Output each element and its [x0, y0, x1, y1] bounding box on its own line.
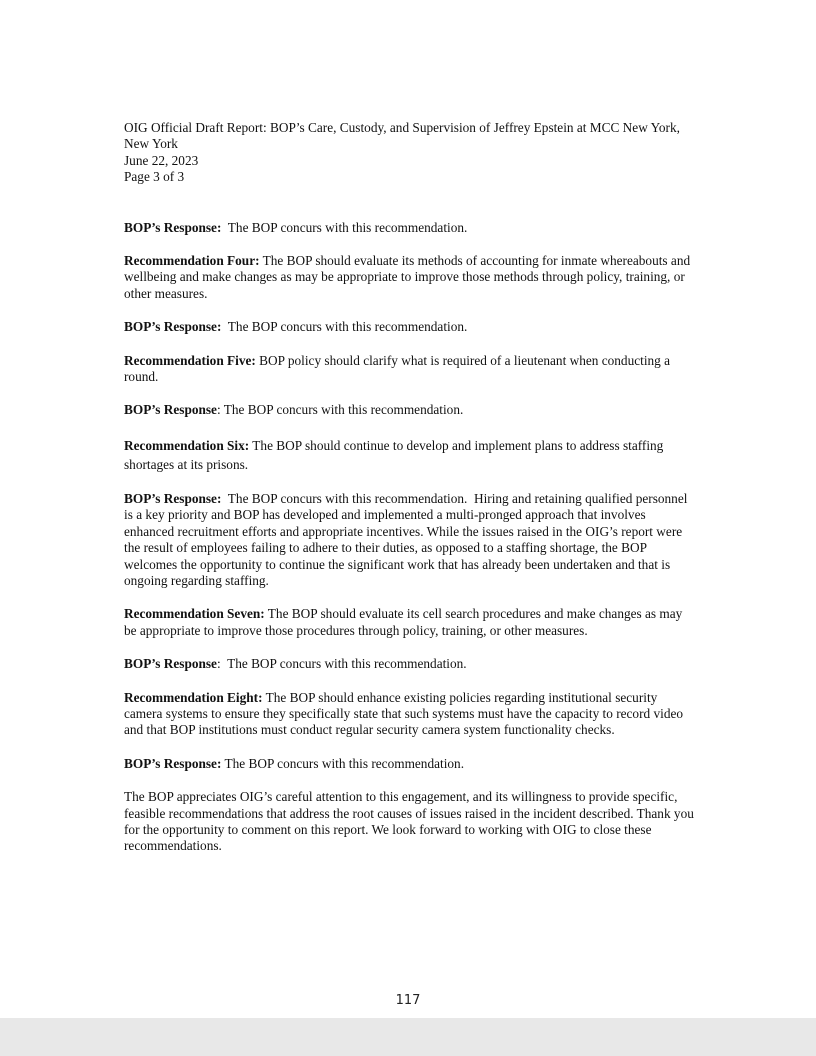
document-content — [124, 120, 696, 872]
header-title-line2: New York — [124, 136, 178, 152]
paragraph-text: : The BOP concurs with this recommendation. — [216, 656, 467, 672]
paragraph-text: The BOP concurs with this recommendation. — [221, 755, 465, 771]
paragraph-text: : The BOP concurs with this recommendation. — [216, 402, 464, 418]
page-number: 117 — [395, 993, 421, 1008]
paragraph-recommendation-four — [124, 253, 696, 302]
paragraph-label: Recommendation Seven: — [124, 606, 265, 622]
paragraph-response-eight — [124, 756, 696, 772]
paragraph-response-seven — [124, 656, 696, 672]
paragraph-text: The BOP should evaluate its cell search procedures and make changes as may be appropriate to improve those procedures through policy, training, or other measures. — [124, 606, 686, 638]
header-title-line1: OIG Official Draft Report: BOP’s Care, Custody, and Supervision of Jeffrey Epstein at MCC New York, — [124, 120, 680, 135]
header-date: June 22, 2023 — [124, 152, 199, 168]
paragraph-recommendation-six — [124, 436, 696, 474]
paragraph-response-five — [124, 402, 696, 418]
paragraph-text: The BOP should continue to develop and implement plans to address staffing shortages at its prisons. — [124, 437, 667, 472]
paragraph-label: Recommendation Four: — [124, 253, 260, 269]
paragraph-response-six — [124, 491, 696, 589]
paragraph-text: The BOP concurs with this recommendation. — [221, 219, 468, 235]
paragraph-label: Recommendation Five: — [124, 352, 256, 368]
paragraph-text: The BOP appreciates OIG’s careful attention to this engagement, and its willingness to provide specific, feasible recommendations that address the root causes of issues raised in the incident described. Thank you for the opportunity to comment on this report. We look forward to working with OIG to close these recommendations. — [124, 789, 698, 854]
paragraph-label: BOP’s Response: — [124, 219, 222, 235]
paragraph-text: The BOP concurs with this recommendation. — [221, 319, 468, 335]
paragraph-recommendation-seven — [124, 606, 696, 639]
paragraph-recommendation-eight — [124, 690, 696, 739]
paragraph-response-three — [124, 220, 696, 236]
paragraph-text: The BOP concurs with this recommendation. Hiring and retaining qualified personnel is a key priority and BOP has developed and implemented a multi-pronged approach that involves enhanced recruitment efforts and appropriate incentives. While the issues raised in the OIG’s report were the result of employees failing to adhere to their duties, as opposed to a staffing shortage, the BOP welcomes the opportunity to continue the significant work that has already been undertaken and that is ongoing regarding staffing. — [124, 490, 691, 588]
header-page-count: Page 3 of 3 — [124, 169, 185, 185]
running-header — [124, 120, 696, 186]
paragraph-recommendation-five — [124, 353, 696, 386]
paragraph-text: The BOP should evaluate its methods of accounting for inmate whereabouts and wellbeing and make changes as may be appropriate to improve those methods through policy, training, or other measures. — [124, 253, 694, 301]
paragraph-label: BOP’s Response — [124, 656, 217, 672]
paragraph-text: BOP policy should clarify what is required of a lieutenant when conducting a round. — [124, 352, 674, 385]
paragraph-label: BOP’s Response: — [124, 755, 222, 771]
viewer-bottom-bar — [0, 1018, 816, 1056]
paragraph-label: Recommendation Six: — [124, 437, 250, 453]
paragraph-text: The BOP should enhance existing policies regarding institutional security camera systems to ensure they specifically state that such systems must have the capacity to record video and that BOP institutions must conduct regular security camera system functionality checks. — [124, 689, 687, 738]
paragraph-label: BOP’s Response: — [124, 319, 222, 335]
paragraph-response-four — [124, 319, 696, 335]
paragraph-label: BOP’s Response — [124, 402, 217, 418]
paragraph-closing — [124, 789, 696, 855]
paragraph-label: BOP’s Response: — [124, 490, 222, 506]
paragraph-label: Recommendation Eight: — [124, 689, 263, 705]
